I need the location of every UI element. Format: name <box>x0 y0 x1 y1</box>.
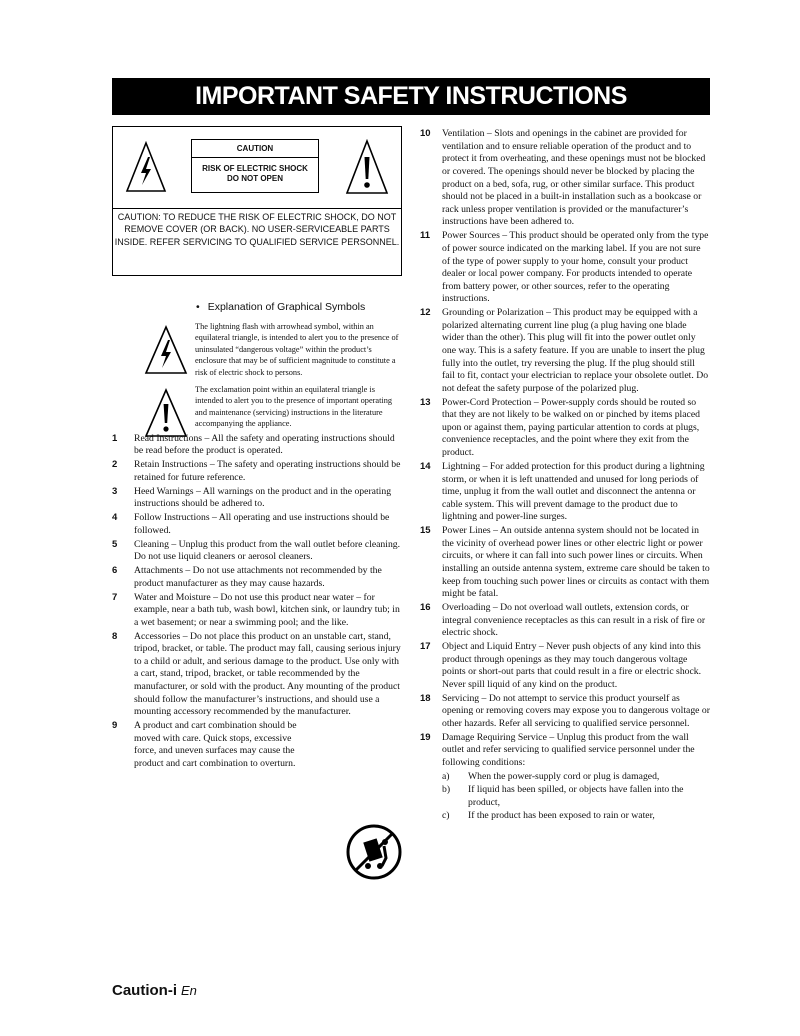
caution-label-line2: DO NOT OPEN <box>226 174 283 183</box>
caution-label-line1: RISK OF ELECTRIC SHOCK <box>202 164 308 173</box>
list-item: 1 Read Instructions – All the safety and operating instructions should be read before the product is operated. <box>112 432 395 457</box>
caution-warning-text: CAUTION: TO REDUCE THE RISK OF ELECTRIC SHOCK, DO NOT REMOVE COVER (OR BACK). NO USER-SERVICEABLE PARTS INSIDE. REFER SERVICING TO QUALIFIED SERVICE PERSONNEL. <box>114 212 400 247</box>
exclamation-triangle-icon <box>144 388 188 438</box>
page-title: IMPORTANT SAFETY INSTRUCTIONS <box>112 78 710 115</box>
page-number: Caution-i <box>112 982 177 999</box>
list-item: 6 Attachments – Do not use attachments not recommended by the product manufacturer as they may cause hazards. <box>112 565 382 589</box>
sub-list-item: c) If the product has been exposed to rain or water, <box>442 810 655 822</box>
caution-label <box>191 139 319 193</box>
cart-tip-over-warning-icon <box>346 824 402 880</box>
language-code: En <box>181 983 197 998</box>
list-item: 2 Retain Instructions – The safety and operating instructions should be retained for future reference. <box>112 459 401 483</box>
list-item: 18 Servicing – Do not attempt to service this product yourself as opening or removing covers may expose you to dangerous voltage or other hazards. Refer all servicing to qualified service personnel. <box>420 692 710 729</box>
page-footer <box>112 982 197 999</box>
lightning-explanation-text: The lightning flash with arrowhead symbol, within an equilateral triangle, is intended to alert you to the presence of uninsulated “dangerous voltage” within the product’s enclosure that may be of sufficient magnitude to constitute a risk of electric shock to persons. <box>195 322 399 377</box>
list-item: 3 Heed Warnings – All warnings on the product and in the operating instructions should be adhered to. <box>112 485 392 510</box>
symbols-heading: • Explanation of Graphical Symbols <box>196 301 366 313</box>
symbols-heading-text: Explanation of Graphical Symbols <box>207 301 366 313</box>
left-instruction-list <box>112 433 404 771</box>
list-item: 8 Accessories – Do not place this product on an unstable cart, stand, tripod, bracket, or table. The product may fall, causing serious injury to a child or adult, and serious damage to the product. Use only with a cart, stand, tripod, bracket, or table recommended by the manufacturer, or sold with the product. Any mounting of the product should follow the manufacturer’s instructions, and should use a mounting accessory recommended by the manufacturer. <box>112 630 401 718</box>
list-item: 7 Water and Moisture – Do not use this product near water – for example, near a bath tub, wash bowl, kitchen sink, or laundry tub; in a wet basement; or near a swimming pool; and the like. <box>112 591 400 628</box>
lightning-triangle-icon <box>144 325 188 375</box>
sub-list-item: a) When the power-supply cord or plug is damaged, <box>442 770 660 782</box>
list-item: 10 Ventilation – Slots and openings in the cabinet are provided for ventilation and to ensure reliable operation of the product and to protect it from overheating, and these openings must not be blocked or covered. The openings should never be blocked by placing the product on a bed, sofa, rug, or other similar surface. This product should not be placed in a built-in installation such as a bookcase or rack unless proper ventilation is provided or the manufacturer’s instructions have been adhered to. <box>420 128 706 228</box>
right-column <box>420 127 710 823</box>
caution-symbols-row <box>113 127 401 209</box>
list-item: 14 Lightning – For added protection for this product during a lightning storm, or when it is left unattended and unused for long periods of time, unplug it from the wall outlet and disconnect the antenna or cable system. This will prevent damage to the product due to lightning and power-line surges. <box>420 460 705 523</box>
list-item: 13 Power-Cord Protection – Power-supply cords should be routed so that they are not likely to be walked on or pinched by items placed upon or against them, paying particular attention to cords at plugs, convenience receptacles, and the point where they exit from the product. <box>420 396 700 459</box>
sub-list-item: b) If liquid has been spilled, or objects have fallen into the product, <box>442 784 684 808</box>
left-column <box>112 126 404 770</box>
exclamation-explanation-text: The exclamation point within an equilateral triangle is intended to alert you to the presence of important operating and maintenance (servicing) instructions in the literature accompanying the appliance. <box>195 385 392 429</box>
list-item: 15 Power Lines – An outside antenna system should not be located in the vicinity of overhead power lines or other electric light or power circuits, or where it can fall into such power lines or circuits. When installing an outside antenna system, extreme care should be taken to keep from touching such power lines or circuits as contact with them might be fatal. <box>420 525 710 600</box>
list-item: 11 Power Sources – This product should be operated only from the type of power source indicated on the marking label. If you are not sure of the type of power supply to your home, consult your product dealer or local power company. For products intended to operate from battery power, or other sources, refer to the operating instructions. <box>420 230 709 305</box>
lightning-warning-icon <box>125 141 167 193</box>
caution-label-heading: CAUTION <box>192 140 318 158</box>
caution-box <box>112 126 402 276</box>
list-item: 19 Damage Requiring Service – Unplug this product from the wall outlet and refer servicing to qualified service personnel under the following conditions: <box>420 731 695 769</box>
list-item: 17 Object and Liquid Entry – Never push objects of any kind into this product through openings as they may touch dangerous voltage points or short-out parts that could result in a fire or electric shock. Never spill liquid of any kind on the product. <box>420 641 702 690</box>
lightning-symbol-explanation <box>112 321 404 378</box>
list-item: 5 Cleaning – Unplug this product from the wall outlet before cleaning. Do not use liquid cleaners or aerosol cleaners. <box>112 538 401 563</box>
list-item: 4 Follow Instructions – All operating and use instructions should be followed. <box>112 512 390 536</box>
list-item: 12 Grounding or Polarization – This product may be equipped with a polarized alternating current line plug (a plug having one blade wider than the other). This plug will fit into the power outlet only one way. This is a safety feature. If you are unable to insert the plug fully into the outlet, try reversing the plug. If the plug should still fail to fit, contact your electrician to replace your obsolete outlet. Do not defeat the safety purpose of the polarized plug. <box>420 307 709 394</box>
list-item: 16 Overloading – Do not overload wall outlets, extension cords, or integral convenience receptacles as this can result in a risk of fire or electric shock. <box>420 602 706 639</box>
exclamation-symbol-explanation <box>112 384 404 430</box>
exclamation-warning-icon <box>345 139 389 195</box>
list-item: 9 A product and cart combination should be moved with care. Quick stops, excessive force, and uneven surfaces may cause the product and cart combination to overturn. <box>112 720 297 769</box>
